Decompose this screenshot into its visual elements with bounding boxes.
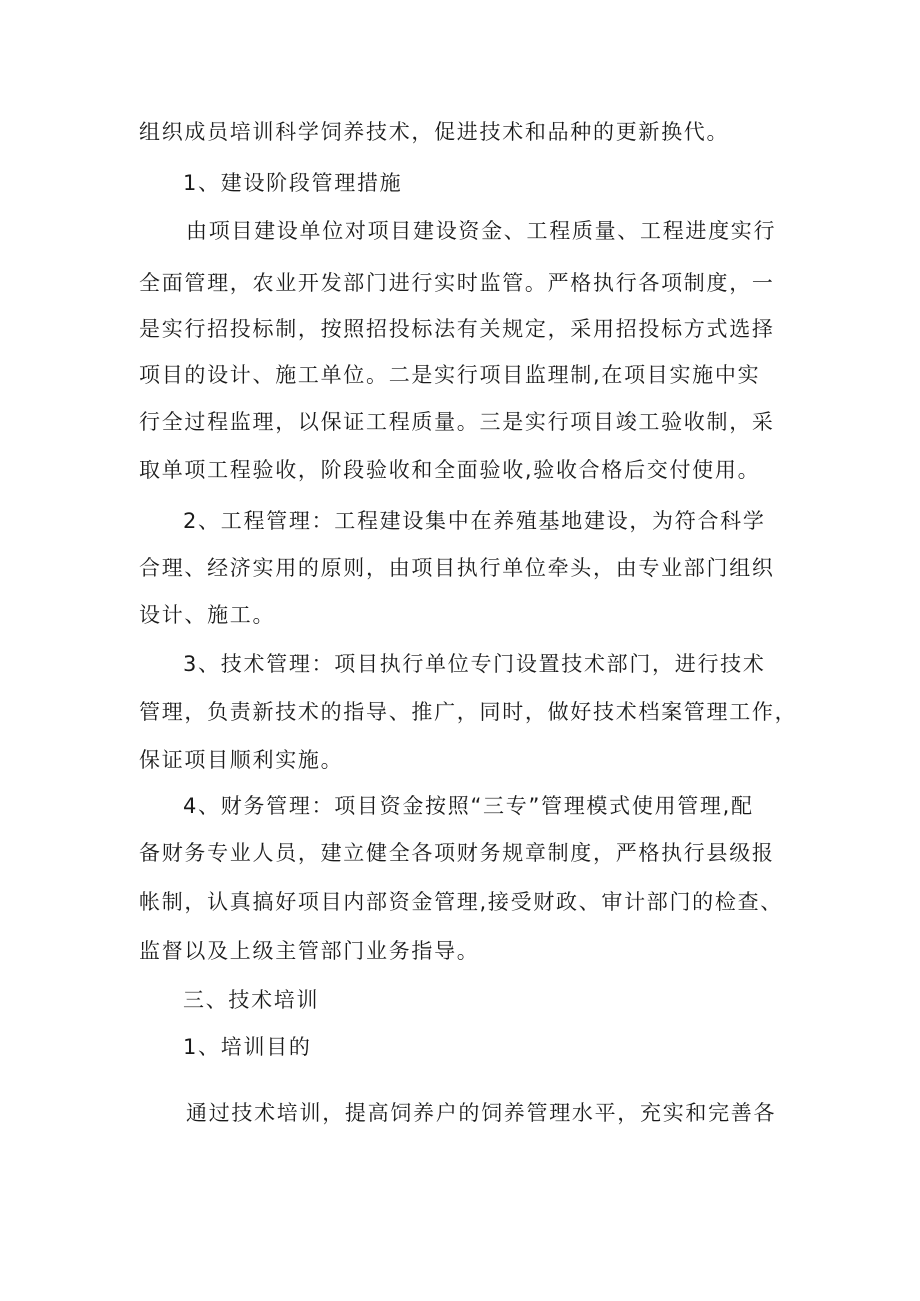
text-line: 通过技术培训，提高饲养户的饲养管理水平，充实和完善各 — [186, 1101, 777, 1125]
text-line: 管理，负责新技术的指导、推广，同时，做好技术档案管理工作， — [139, 700, 798, 724]
text-line: 取单项工程验收，阶段验收和全面验收,验收合格后交付使用。 — [139, 458, 761, 482]
text-line: 全面管理，农业开发部门进行实时监管。严格执行各项制度，一 — [139, 271, 775, 295]
text-line: 组织成员培训科学饲养技术，促进技术和品种的更新换代。 — [139, 120, 730, 144]
section-heading: 三、技术培训 — [183, 988, 320, 1012]
text-line: 合理、经济实用的原则，由项目执行单位牵头，由专业部门组织 — [139, 556, 775, 580]
text-line: 4、财务管理：项目资金按照“三专”管理模式使用管理,配 — [183, 794, 754, 818]
text-line: 项目的设计、施工单位。二是实行项目监理制,在项目实施中实 — [139, 363, 761, 387]
text-line: 3、技术管理：项目执行单位专门设置技术部门，进行技术 — [183, 652, 766, 676]
section-heading: 1、培训目的 — [183, 1035, 312, 1059]
section-heading: 1、建设阶段管理措施 — [183, 171, 403, 195]
text-line: 是实行招投标制，按照招投标法有关规定，采用招投标方式选择 — [139, 317, 775, 341]
text-line: 设计、施工。 — [139, 603, 276, 627]
text-line: 备财务专业人员，建立健全各项财务规章制度，严格执行县级报 — [139, 841, 775, 865]
text-line: 帐制，认真搞好项目内部资金管理,接受财政、审计部门的检查、 — [139, 890, 783, 914]
text-line: 行全过程监理，以保证工程质量。三是实行项目竣工验收制，采 — [139, 410, 775, 434]
text-line: 监督以及上级主管部门业务指导。 — [139, 939, 480, 963]
text-line: 由项目建设单位对项目建设资金、工程质量、工程进度实行 — [186, 219, 777, 243]
text-line: 保证项目顺利实施。 — [139, 748, 344, 772]
text-line: 2、工程管理：工程建设集中在养殖基地建设，为符合科学 — [183, 509, 766, 533]
